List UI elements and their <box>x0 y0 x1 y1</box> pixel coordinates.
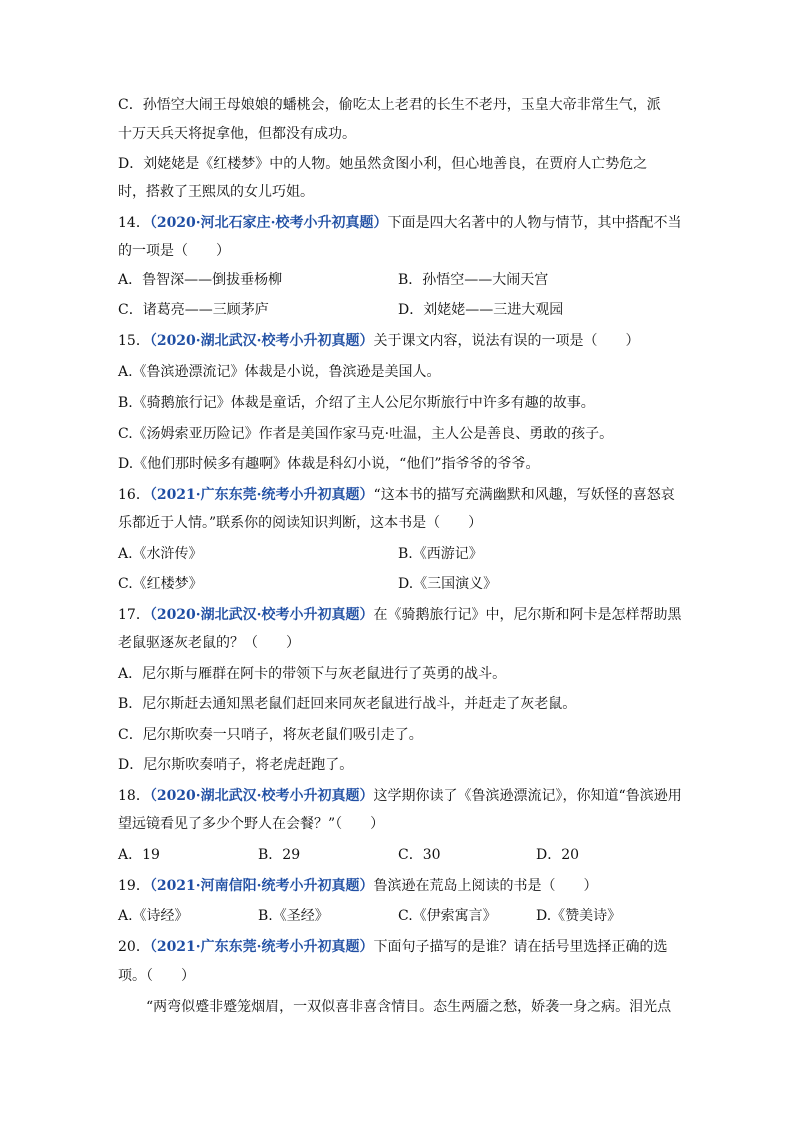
q18-stem <box>118 787 682 805</box>
q16-option-d: D.《三国演义》 <box>398 576 498 592</box>
q19-option-b: B.《圣经》 <box>258 908 329 924</box>
question-text: 在《骑鹅旅行记》中，尼尔斯和阿卡是怎样帮助黑 <box>373 607 682 623</box>
q15-option-c: C.《汤姆索亚历险记》作者是美国作家马克·吐温，主人公是善良、勇敢的孩子。 <box>118 426 614 442</box>
q19-option-d: D.《赞美诗》 <box>536 908 622 924</box>
question-number: 20． <box>118 939 150 955</box>
q14-option-d: D．刘姥姥——三进大观园 <box>398 302 564 318</box>
q17-stem <box>118 606 682 624</box>
q13-option-d-line2: 时，搭救了王熙凤的女儿巧姐。 <box>118 184 314 200</box>
question-source: （2021·广东东莞·统考小升初真题） <box>149 487 374 503</box>
q18-stem-line2: 望远镜看见了多少个野人在会餐？”（ ） <box>118 816 385 832</box>
q16-option-b: B.《西游记》 <box>398 546 483 562</box>
q13-option-d-line1: D．刘姥姥是《红楼梦》中的人物。她虽然贪图小利，但心地善良，在贾府人亡势危之 <box>118 156 648 172</box>
q17-option-c: C．尼尔斯吹奏一只哨子，将灰老鼠们吸引走了。 <box>118 727 423 743</box>
q19-option-c: C.《伊索寓言》 <box>398 908 497 924</box>
q15-option-b: B.《骑鹅旅行记》体裁是童话，介绍了主人公尼尔斯旅行中许多有趣的故事。 <box>118 395 595 411</box>
question-number: 18． <box>118 788 150 804</box>
q20-stem <box>118 938 668 956</box>
question-text: 下面句子描写的是谁？请在括号里选择正确的选 <box>373 939 668 955</box>
q17-option-d: D．尼尔斯吹奏哨子，将老虎赶跑了。 <box>118 757 354 773</box>
q15-stem <box>118 332 640 350</box>
question-source: （2021·广东东莞·统考小升初真题） <box>149 939 374 955</box>
q20-quote: “两弯似蹙非蹙笼烟眉，一双似喜非喜含情目。态生两靥之愁，娇袭一身之病。泪光点 <box>146 999 672 1015</box>
q16-option-c: C.《红楼梦》 <box>118 576 203 592</box>
question-text: “这本书的描写充满幽默和风趣，写妖怪的喜怒哀 <box>373 487 675 503</box>
q19-option-a: A.《诗经》 <box>118 908 189 924</box>
question-source: （2020·河北石家庄·校考小升初真题） <box>149 215 388 231</box>
question-number: 15． <box>118 333 150 349</box>
q14-option-c: C．诸葛亮——三顾茅庐 <box>118 302 269 318</box>
q19-stem <box>118 877 598 895</box>
q17-option-a: A．尼尔斯与雁群在阿卡的带领下与灰老鼠进行了英勇的战斗。 <box>118 666 507 682</box>
q17-option-b: B．尼尔斯赶去通知黑老鼠们赶回来同灰老鼠进行战斗，并赶走了灰老鼠。 <box>118 696 577 712</box>
q14-option-b: B．孙悟空——大闹天宫 <box>398 272 549 288</box>
question-text: 下面是四大名著中的人物与情节，其中搭配不当 <box>387 215 682 231</box>
q15-option-d: D.《他们那时候多有趣啊》体裁是科幻小说，“他们”指爷爷的爷爷。 <box>118 456 540 472</box>
question-source: （2021·河南信阳·统考小升初真题） <box>149 878 374 894</box>
q18-option-d: D．20 <box>536 847 580 863</box>
q13-option-c-line2: 十万天兵天将捉拿他，但都没有成功。 <box>118 126 356 142</box>
question-text: 关于课文内容，说法有误的一项是（ ） <box>373 333 640 349</box>
question-text: 鲁滨逊在荒岛上阅读的书是（ ） <box>373 878 598 894</box>
question-number: 16． <box>118 487 150 503</box>
q18-option-b: B．29 <box>258 847 301 863</box>
question-source: （2020·湖北武汉·校考小升初真题） <box>149 333 374 349</box>
q18-option-a: A．19 <box>118 847 160 863</box>
question-source: （2020·湖北武汉·校考小升初真题） <box>149 607 374 623</box>
q15-option-a: A.《鲁滨逊漂流记》体裁是小说，鲁滨逊是美国人。 <box>118 364 441 380</box>
q17-stem-line2: 老鼠驱逐灰老鼠的？（ ） <box>118 635 300 651</box>
q16-stem-line2: 乐都近于人情。”联系你的阅读知识判断，这本书是（ ） <box>118 515 483 531</box>
q14-option-a: A．鲁智深——倒拔垂杨柳 <box>118 272 283 288</box>
question-source: （2020·湖北武汉·校考小升初真题） <box>149 788 374 804</box>
q14-stem <box>118 214 682 232</box>
q13-option-c-line1: C．孙悟空大闹王母娘娘的蟠桃会，偷吃太上老君的长生不老丹，玉皇大帝非常生气，派 <box>118 97 661 113</box>
question-number: 17． <box>118 607 150 623</box>
q20-stem-line2: 项。（ ） <box>118 968 195 984</box>
question-number: 14． <box>118 215 150 231</box>
q16-option-a: A.《水浒传》 <box>118 546 203 562</box>
q14-stem-line2: 的一项是（ ） <box>118 243 230 259</box>
question-number: 19． <box>118 878 150 894</box>
question-text: 这学期你读了《鲁滨逊漂流记》，你知道“鲁滨逊用 <box>373 788 682 804</box>
q16-stem <box>118 486 675 504</box>
q18-option-c: C．30 <box>398 847 441 863</box>
